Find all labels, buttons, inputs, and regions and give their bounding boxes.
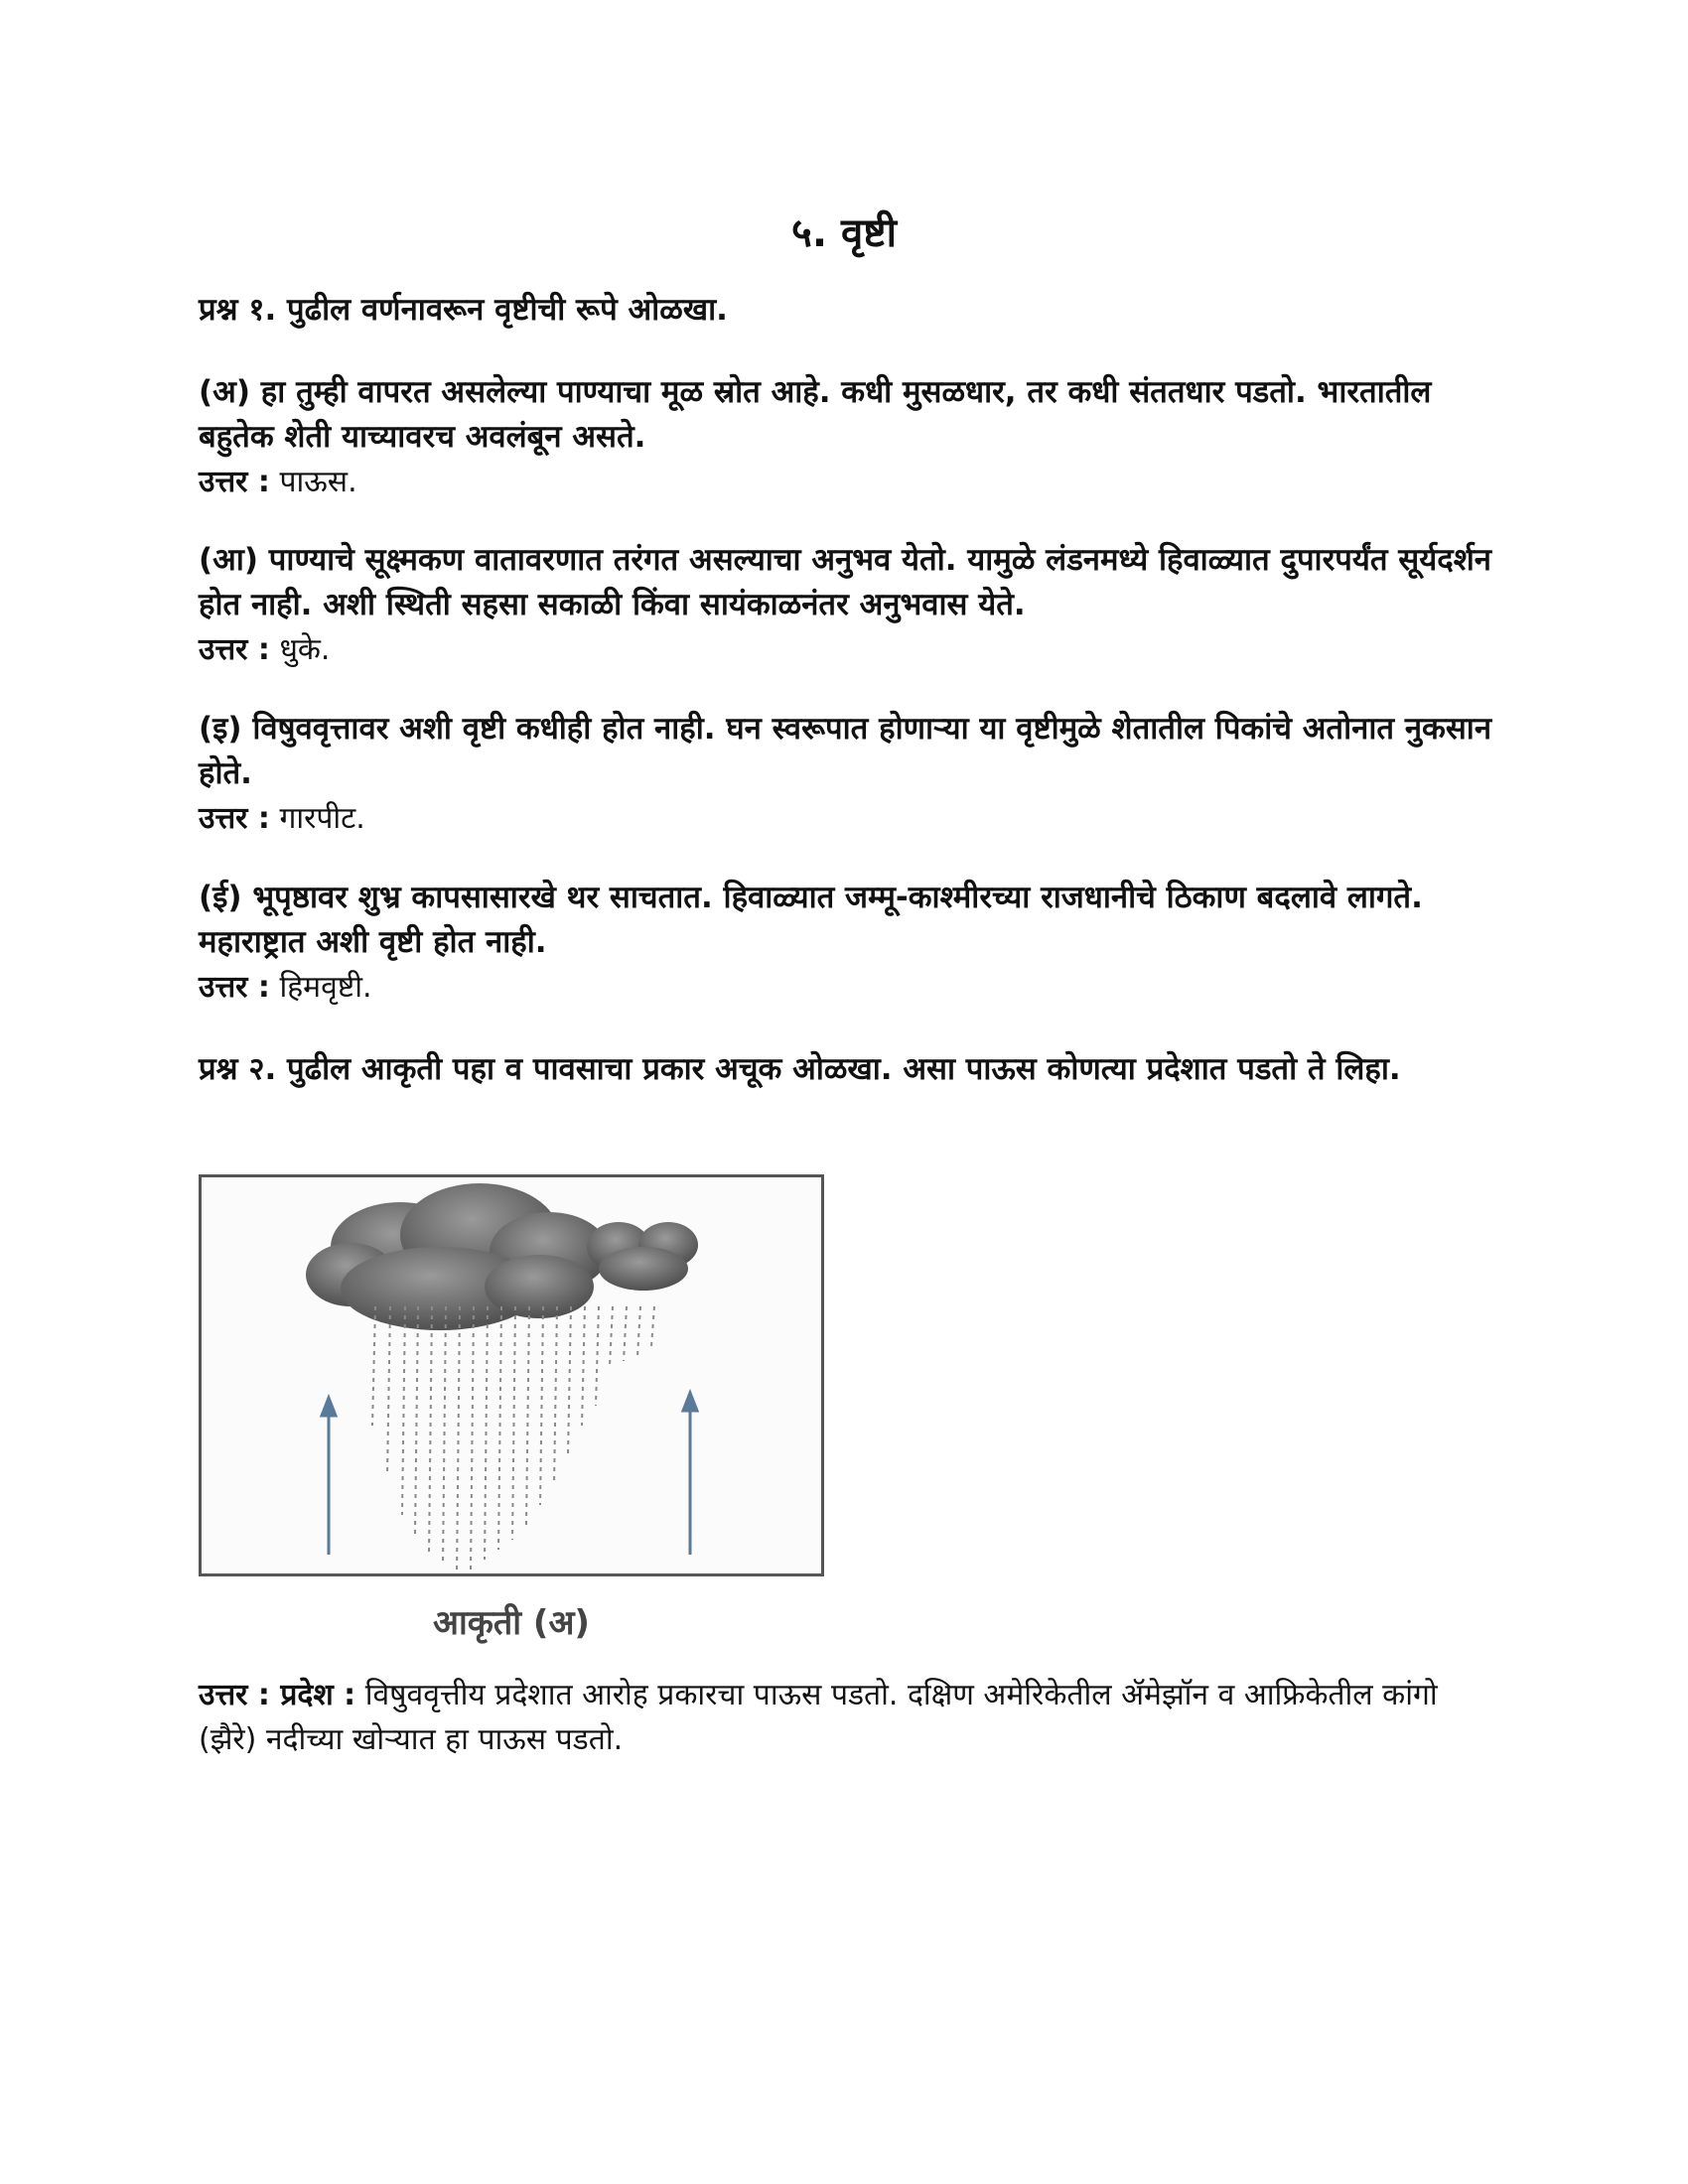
q1-item-a-answer-line [199, 460, 1499, 504]
rain-streak [387, 1306, 390, 1475]
answer-label: उत्तर : [199, 801, 270, 836]
q1-item-ii-answer-line [199, 965, 1499, 1010]
convectional-rain-figure [199, 1174, 824, 1576]
q1-item-ii-answer: हिमवृष्टी. [279, 970, 372, 1005]
q1-item-ii [199, 876, 1499, 1010]
rain-streak [485, 1306, 488, 1560]
rain-streak [429, 1306, 432, 1555]
question-2-heading: प्रश्न २. पुढील आकृती पहा व पावसाचा प्रकार अचूक ओळखा. असा पाऊस कोणत्या प्रदेशात पडतो ते लिहा. [199, 1051, 1401, 1087]
q1-item-aa-answer: धुके. [279, 632, 331, 667]
rain-streak [443, 1306, 446, 1565]
q1-item-aa-question: (आ) पाण्याचे सूक्ष्मकण वातावरणात तरंगत असल्याचा अनुभव येतो. यामुळे लंडनमध्ये हिवाळ्यात दुपारपर्यंत सूर्यदर्शन होत नाही. अशी स्थिती सहसा सकाळी किंवा सायंकाळनंतर अनुभवास येते. [199, 542, 1491, 622]
rising-air-arrow-right [683, 1393, 697, 1555]
rain-streak [498, 1306, 501, 1550]
rain-streak [651, 1306, 654, 1346]
rain-streak [457, 1306, 460, 1573]
answer-label: उत्तर : [199, 970, 270, 1005]
q1-item-a [199, 370, 1499, 504]
q1-item-a-question: (अ) हा तुम्ही वापरत असलेल्या पाण्याचा मूळ स्रोत आहे. कधी मुसळधार, तर कधी संततधार पडतो. भारतातील बहुतेक शेती याच्यावरच अवलंबून असते. [199, 374, 1432, 455]
rain-streak [372, 1306, 375, 1426]
rain-streak [637, 1306, 640, 1356]
rain-streak [582, 1306, 585, 1426]
rain-streak [610, 1306, 613, 1366]
rain-streak [624, 1306, 627, 1361]
rain-streak [512, 1306, 515, 1540]
rain-streak [471, 1306, 474, 1570]
q1-item-i-question: (इ) विषुववृत्तावर अशी वृष्टी कधीही होत नाही. घन स्वरूपात होणाऱ्या या वृष्टीमुळे शेतातील पिकांचे अतोनात नुकसान होते. [199, 711, 1492, 791]
rain-cloud-illustration [202, 1177, 821, 1573]
rain-streak [554, 1306, 557, 1485]
answer-label: उत्तर : [199, 632, 270, 667]
q2-answer [199, 1673, 1499, 1762]
rain-streak [596, 1306, 599, 1406]
q1-item-aa [199, 538, 1499, 672]
q2-answer-text: विषुववृत्तीय प्रदेशात आरोह प्रकारचा पाऊस पडतो. दक्षिण अमेरिकेतील ॲमेझॉन व आफ्रिकेतील कांगो (झैरे) नदीच्या खोऱ्यात हा पाऊस पडतो. [199, 1678, 1438, 1757]
q1-item-a-answer: पाऊस. [279, 465, 357, 499]
rain-streak [402, 1306, 405, 1515]
figure-caption: आकृती (अ) [433, 1603, 590, 1643]
q1-item-ii-question: (ई) भूपृष्ठावर शुभ्र कापसासारखे थर साचतात. हिवाळ्यात जम्मू-काश्मीरच्या राजधानीचे ठिकाण बदलावे लागते. महाराष्ट्रात अशी वृष्टी होत नाही. [199, 880, 1423, 960]
answer-label: उत्तर : प्रदेश : [199, 1678, 356, 1712]
rain-streak [568, 1306, 571, 1455]
q1-item-aa-answer-line [199, 627, 1499, 672]
rising-air-arrow-left [322, 1398, 336, 1555]
rain-streak [415, 1306, 418, 1535]
page-title: ५. वृष्टी [791, 210, 897, 256]
rain-streak [540, 1306, 543, 1505]
rain-streaks [372, 1306, 654, 1573]
answer-label: उत्तर : [199, 465, 270, 499]
q1-item-i [199, 707, 1499, 841]
question-1-heading: प्रश्न १. पुढील वर्णनावरून वृष्टीची रूपे ओळखा. [199, 292, 728, 328]
rain-streak [526, 1306, 529, 1525]
q1-item-i-answer-line [199, 796, 1499, 841]
q1-item-i-answer: गारपीट. [279, 801, 365, 836]
